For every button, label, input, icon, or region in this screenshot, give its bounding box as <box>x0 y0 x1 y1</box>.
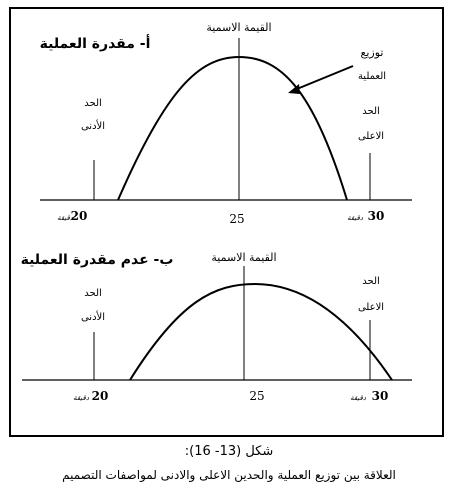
panel-b-upper-limit-label-line1: الحد <box>362 276 380 287</box>
panel-a-tick-30-unit: دقيقة <box>347 214 363 222</box>
panel-b-tick-30-unit: دقيقة <box>350 394 366 402</box>
panel-a-distribution-curve <box>118 57 347 200</box>
panel-b-tick-20: 20 <box>91 389 109 403</box>
panel-b <box>21 251 412 403</box>
panel-b-title: ب- عدم مقدرة العملية <box>20 252 174 268</box>
panel-a-nominal-label: القيمة الاسمية <box>206 21 272 34</box>
panel-b-tick-20-unit: دقيقة <box>73 394 89 402</box>
panel-b-tick-30: 30 <box>371 389 389 403</box>
panel-b-tick-25: 25 <box>249 389 265 403</box>
figure-description-caption: العلاقة بين توزيع العملية والحدين الاعلى والادنى لمواصفات التصميم <box>62 468 396 482</box>
panel-a-tick-30: 30 <box>367 209 385 223</box>
panel-a-lower-limit-label-line1: الحد <box>84 98 102 109</box>
panel-a-upper-limit-label-line2: الاعلى <box>357 131 385 142</box>
figure-number-caption: شكل (13- 16): <box>184 444 274 459</box>
panel-a-tick-25: 25 <box>229 212 245 226</box>
panel-b-lower-limit-label-line2: الأدنى <box>80 312 106 323</box>
panel-a-distribution-label-line1: توزيع <box>360 46 384 59</box>
panel-a-arrow-line <box>292 66 353 91</box>
panel-a-distribution-label-line2: العملية <box>357 71 387 82</box>
panel-b-nominal-label: القيمة الاسمية <box>211 251 277 264</box>
panel-a-upper-limit-label-line1: الحد <box>362 106 380 117</box>
panel-a-title: أ- مقدرة العملية <box>39 36 151 52</box>
panel-a <box>40 21 412 226</box>
panel-b-upper-limit-label-line2: الاعلى <box>357 302 385 313</box>
panel-a-lower-limit-label-line2: الأدنى <box>80 121 106 132</box>
panel-a-tick-20: 20 <box>70 209 88 223</box>
panel-b-lower-limit-label-line1: الحد <box>84 288 102 299</box>
panel-b-distribution-curve <box>130 284 392 380</box>
panel-a-tick-20-unit: دقيقة <box>57 214 73 222</box>
